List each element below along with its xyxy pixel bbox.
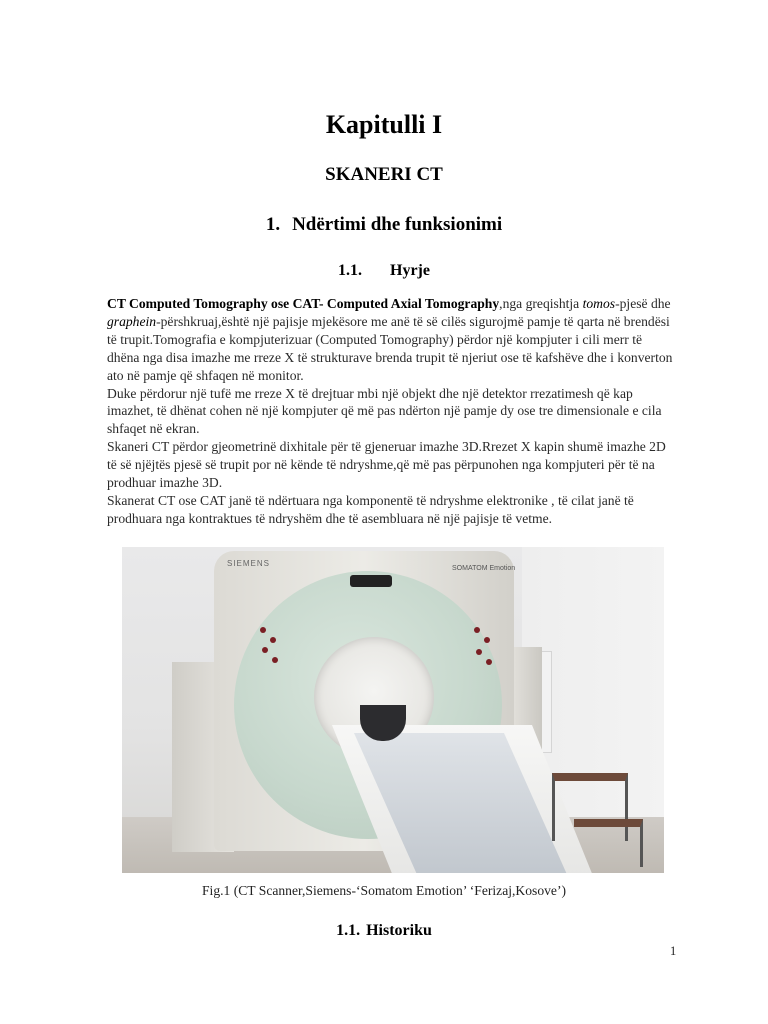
gantry-display: [350, 575, 392, 587]
control-button-dot: [484, 637, 490, 643]
italic-term: graphein: [107, 313, 157, 329]
paragraph-4: Skanerat CT ose CAT janë të ndërtuara nga komponentë të ndryshme elektronike , të cilat janë të prodhuara nga kontraktues të ndryshëm dhe të asembluara në një pajisje të vetme.: [107, 492, 634, 526]
control-button-dot: [262, 647, 268, 653]
subsection-title: Historiku: [366, 922, 432, 939]
paragraph-text: -përshkruaj,është një pajisje mjekësore me anë të së cilës sigurojmë pamje të qarta në brendësi të trupit.Tomografia e kompjuterizuar (Computed Tomography) përdor një kompjuter i cili merr të dhëna nga disa imazhe me rreze X të strukturave brenda trupit të njeriut ose të kafshëve dhe i konverton ato në pamje që shfaqen në monitor.: [107, 313, 673, 383]
step-stool-lower: [574, 819, 643, 867]
italic-term: tomos: [582, 296, 616, 311]
paragraph-text: -pjesë dhe: [615, 296, 671, 311]
subsection-number: 1.: [265, 214, 281, 235]
chapter-title: Kapitulli I: [325, 110, 443, 139]
brand-label-right: SOMATOM Emotion: [452, 565, 516, 572]
subsection-heading-intro: [0, 262, 768, 280]
control-button-dot: [486, 659, 492, 665]
page-number: 1: [670, 944, 677, 958]
paragraph-text: ,nga greqishtja: [499, 296, 583, 311]
control-button-dot: [270, 637, 276, 643]
paragraph-3: Skaneri CT përdor gjeometrinë dixhitale për të gjeneruar imazhe 3D.Rrezet X kapin shumë imazhe 2D të së njëjtës pjesë së trupit por në kënde të ndryshme,që më pas përpunohen nga kompjuteri për të na prodhuar imazhe 3D.: [107, 439, 666, 491]
subsection-number: 1.1.: [336, 922, 361, 939]
control-button-dot: [476, 649, 482, 655]
section-title: SKANERI CT: [325, 164, 443, 185]
subsection-title: Ndërtimi dhe funksionimi: [292, 214, 503, 235]
ct-scanner-photo: [122, 547, 664, 873]
subsection-title: Hyrje: [390, 262, 430, 279]
paragraph-1: [107, 295, 673, 385]
subsection-heading-1: [0, 214, 768, 236]
body-text: [107, 295, 673, 528]
subsection-number: 1.1.: [338, 262, 362, 279]
control-button-dot: [260, 627, 266, 633]
bold-term: CT Computed Tomography ose CAT- Computed Axial Tomography: [107, 296, 500, 311]
figure-caption: Fig.1 (CT Scanner,Siemens-‘Somatom Emotion’ ‘Ferizaj,Kosove’): [201, 883, 567, 898]
paragraph-2: Duke përdorur një tufë me rreze X të drejtuar mbi një objekt dhe një detektor rrezatimesh që kap imazhet, të dhënat cohen në një kompjuter që më pas ndërton një pamje dy ose tre dimensionale e cila shfaqet në ekran.: [107, 385, 662, 437]
subsection-heading-history: [0, 922, 768, 940]
control-button-dot: [474, 627, 480, 633]
control-button-dot: [272, 657, 278, 663]
brand-label-left: SIEMENS: [227, 559, 271, 568]
